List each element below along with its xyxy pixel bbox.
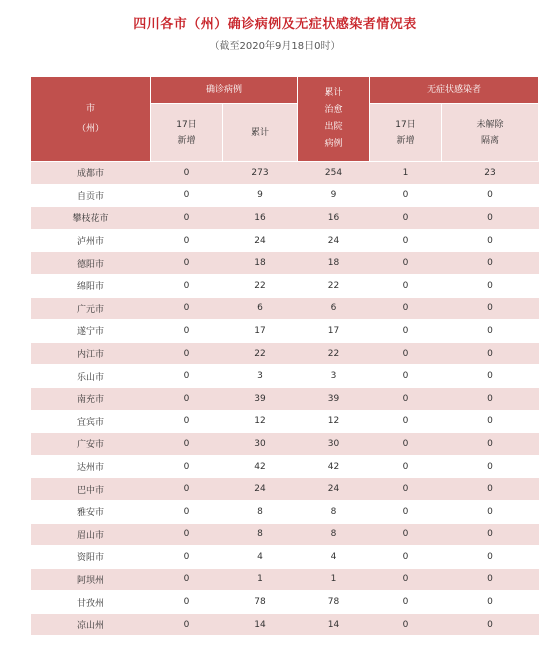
asym-isolated-cell: 0 [442, 229, 539, 252]
asym-isolated-cell: 0 [442, 613, 539, 636]
table-row [31, 546, 539, 569]
cured-cell: 16 [298, 207, 370, 230]
confirmed-total-cell: 12 [223, 410, 298, 433]
table-row [31, 320, 539, 343]
confirmed-new-cell: 0 [151, 546, 223, 569]
confirmed-new-cell: 0 [151, 274, 223, 297]
confirmed-total-cell: 14 [223, 613, 298, 636]
confirmed-new-cell: 0 [151, 433, 223, 456]
asym-new-cell: 0 [370, 229, 442, 252]
asym-isolated-header [442, 104, 539, 162]
asym-isolated-header-line: 未解除 [476, 119, 504, 130]
asym-isolated-cell: 0 [442, 455, 539, 478]
asym-isolated-cell: 0 [442, 274, 539, 297]
page-title: 四川各市（州）确诊病例及无症状感染者情况表 [133, 17, 417, 32]
confirmed-total-cell: 3 [223, 365, 298, 388]
cured-cell: 17 [298, 320, 370, 343]
city-cell: 攀枝花市 [31, 207, 151, 230]
table-row [31, 433, 539, 456]
table-row [31, 455, 539, 478]
confirmed-total-cell: 24 [223, 229, 298, 252]
asym-isolated-cell: 0 [442, 523, 539, 546]
city-cell: 凉山州 [31, 613, 151, 636]
asym-isolated-cell: 0 [442, 591, 539, 614]
asym-isolated-cell: 0 [442, 365, 539, 388]
asym-new-cell: 0 [370, 342, 442, 365]
city-cell: 阿坝州 [31, 568, 151, 591]
asym-new-cell: 0 [370, 252, 442, 275]
confirmed-new-cell: 0 [151, 184, 223, 207]
confirmed-total-header: 累计 [223, 104, 298, 162]
cured-column-header [298, 77, 370, 162]
asym-new-cell: 0 [370, 546, 442, 569]
confirmed-total-cell: 18 [223, 252, 298, 275]
confirmed-total-cell: 24 [223, 478, 298, 501]
asym-new-cell: 0 [370, 184, 442, 207]
city-cell: 成都市 [31, 162, 151, 185]
confirmed-total-cell: 4 [223, 546, 298, 569]
confirmed-group-header: 确诊病例 [151, 77, 298, 104]
table-row [31, 613, 539, 636]
confirmed-total-cell: 8 [223, 523, 298, 546]
city-cell: 资阳市 [31, 546, 151, 569]
cured-cell: 18 [298, 252, 370, 275]
table-row [31, 207, 539, 230]
confirmed-new-cell: 0 [151, 342, 223, 365]
asym-new-cell: 0 [370, 591, 442, 614]
asym-new-cell: 0 [370, 207, 442, 230]
confirmed-new-header-line: 17日 [176, 119, 197, 130]
cured-cell: 6 [298, 297, 370, 320]
cured-cell: 78 [298, 591, 370, 614]
city-cell: 德阳市 [31, 252, 151, 275]
confirmed-total-cell: 30 [223, 433, 298, 456]
asym-isolated-cell: 0 [442, 568, 539, 591]
confirmed-new-cell: 0 [151, 591, 223, 614]
confirmed-total-cell: 8 [223, 500, 298, 523]
asym-isolated-cell: 0 [442, 500, 539, 523]
table-row [31, 184, 539, 207]
table-header [31, 77, 539, 162]
asym-new-cell: 0 [370, 365, 442, 388]
cured-cell: 9 [298, 184, 370, 207]
confirmed-total-cell: 9 [223, 184, 298, 207]
confirmed-total-cell: 273 [223, 162, 298, 185]
cured-cell: 254 [298, 162, 370, 185]
confirmed-new-cell: 0 [151, 455, 223, 478]
confirmed-new-cell: 0 [151, 252, 223, 275]
table-row [31, 342, 539, 365]
city-cell: 遂宁市 [31, 320, 151, 343]
asym-new-cell: 0 [370, 387, 442, 410]
city-cell: 雅安市 [31, 500, 151, 523]
asymptomatic-group-header: 无症状感染者 [370, 77, 539, 104]
city-cell: 内江市 [31, 342, 151, 365]
cured-cell: 4 [298, 546, 370, 569]
asym-isolated-cell: 0 [442, 387, 539, 410]
confirmed-new-cell: 0 [151, 229, 223, 252]
table-row [31, 387, 539, 410]
confirmed-new-header [151, 104, 223, 162]
table-row [31, 568, 539, 591]
asym-new-cell: 1 [370, 162, 442, 185]
asym-isolated-cell: 0 [442, 342, 539, 365]
city-header-line: （州） [76, 124, 104, 134]
confirmed-new-cell: 0 [151, 297, 223, 320]
confirmed-total-cell: 17 [223, 320, 298, 343]
table-row [31, 162, 539, 185]
city-cell: 巴中市 [31, 478, 151, 501]
cured-cell: 24 [298, 478, 370, 501]
cured-cell: 8 [298, 500, 370, 523]
asym-new-cell: 0 [370, 274, 442, 297]
confirmed-new-cell: 0 [151, 523, 223, 546]
cured-header-line: 病例 [324, 139, 343, 149]
confirmed-new-cell: 0 [151, 478, 223, 501]
city-cell: 南充市 [31, 387, 151, 410]
confirmed-total-cell: 1 [223, 568, 298, 591]
city-cell: 广元市 [31, 297, 151, 320]
city-cell: 绵阳市 [31, 274, 151, 297]
cured-cell: 24 [298, 229, 370, 252]
table-row [31, 274, 539, 297]
city-cell: 宜宾市 [31, 410, 151, 433]
city-cell: 达州市 [31, 455, 151, 478]
asym-isolated-cell: 0 [442, 433, 539, 456]
asym-isolated-cell: 0 [442, 297, 539, 320]
cured-cell: 1 [298, 568, 370, 591]
asym-new-header-line: 新增 [396, 135, 415, 146]
city-column-header [31, 77, 151, 162]
cured-cell: 14 [298, 613, 370, 636]
confirmed-new-cell: 0 [151, 387, 223, 410]
asym-isolated-cell: 0 [442, 207, 539, 230]
confirmed-new-cell: 0 [151, 320, 223, 343]
page-subtitle: （截至2020年9月18日0时） [209, 41, 341, 52]
city-cell: 甘孜州 [31, 591, 151, 614]
asym-isolated-cell: 0 [442, 410, 539, 433]
asym-isolated-cell: 0 [442, 320, 539, 343]
city-cell: 眉山市 [31, 523, 151, 546]
table-row [31, 410, 539, 433]
asym-isolated-cell: 23 [442, 162, 539, 185]
asym-new-cell: 0 [370, 410, 442, 433]
asym-new-cell: 0 [370, 455, 442, 478]
confirmed-total-cell: 42 [223, 455, 298, 478]
confirmed-new-cell: 0 [151, 207, 223, 230]
asym-isolated-header-line: 隔离 [481, 135, 500, 146]
asym-new-cell: 0 [370, 500, 442, 523]
city-cell: 自贡市 [31, 184, 151, 207]
asym-new-cell: 0 [370, 433, 442, 456]
asym-new-cell: 0 [370, 297, 442, 320]
city-cell: 乐山市 [31, 365, 151, 388]
asym-new-header [370, 104, 442, 162]
cured-cell: 12 [298, 410, 370, 433]
asym-new-cell: 0 [370, 320, 442, 343]
cured-cell: 8 [298, 523, 370, 546]
confirmed-new-cell: 0 [151, 568, 223, 591]
table-row [31, 478, 539, 501]
asym-isolated-cell: 0 [442, 184, 539, 207]
cured-header-line: 出院 [324, 122, 343, 132]
cured-cell: 22 [298, 342, 370, 365]
confirmed-total-cell: 39 [223, 387, 298, 410]
cured-cell: 30 [298, 433, 370, 456]
asym-isolated-cell: 0 [442, 478, 539, 501]
city-cell: 广安市 [31, 433, 151, 456]
confirmed-new-cell: 0 [151, 410, 223, 433]
table-row [31, 523, 539, 546]
confirmed-new-cell: 0 [151, 500, 223, 523]
cured-cell: 42 [298, 455, 370, 478]
table-row [31, 365, 539, 388]
cured-cell: 39 [298, 387, 370, 410]
city-cell: 泸州市 [31, 229, 151, 252]
table-row [31, 229, 539, 252]
confirmed-total-cell: 6 [223, 297, 298, 320]
cured-header-line: 治愈 [324, 105, 343, 115]
asym-new-cell: 0 [370, 478, 442, 501]
confirmed-total-cell: 16 [223, 207, 298, 230]
table-row [31, 500, 539, 523]
asym-new-cell: 0 [370, 613, 442, 636]
asym-isolated-cell: 0 [442, 252, 539, 275]
case-table [30, 76, 539, 636]
asym-new-header-line: 17日 [395, 119, 416, 130]
confirmed-total-cell: 22 [223, 342, 298, 365]
confirmed-new-cell: 0 [151, 613, 223, 636]
confirmed-total-cell: 22 [223, 274, 298, 297]
confirmed-new-cell: 0 [151, 365, 223, 388]
cured-header-line: 累计 [324, 88, 343, 98]
table-row [31, 252, 539, 275]
cured-cell: 22 [298, 274, 370, 297]
confirmed-new-header-line: 新增 [177, 135, 196, 146]
cured-cell: 3 [298, 365, 370, 388]
asym-new-cell: 0 [370, 568, 442, 591]
asym-new-cell: 0 [370, 523, 442, 546]
asym-isolated-cell: 0 [442, 546, 539, 569]
city-header-line: 市 [85, 104, 95, 114]
confirmed-new-cell: 0 [151, 162, 223, 185]
table-row [31, 591, 539, 614]
confirmed-total-cell: 78 [223, 591, 298, 614]
table-body [31, 162, 539, 636]
table-row [31, 297, 539, 320]
